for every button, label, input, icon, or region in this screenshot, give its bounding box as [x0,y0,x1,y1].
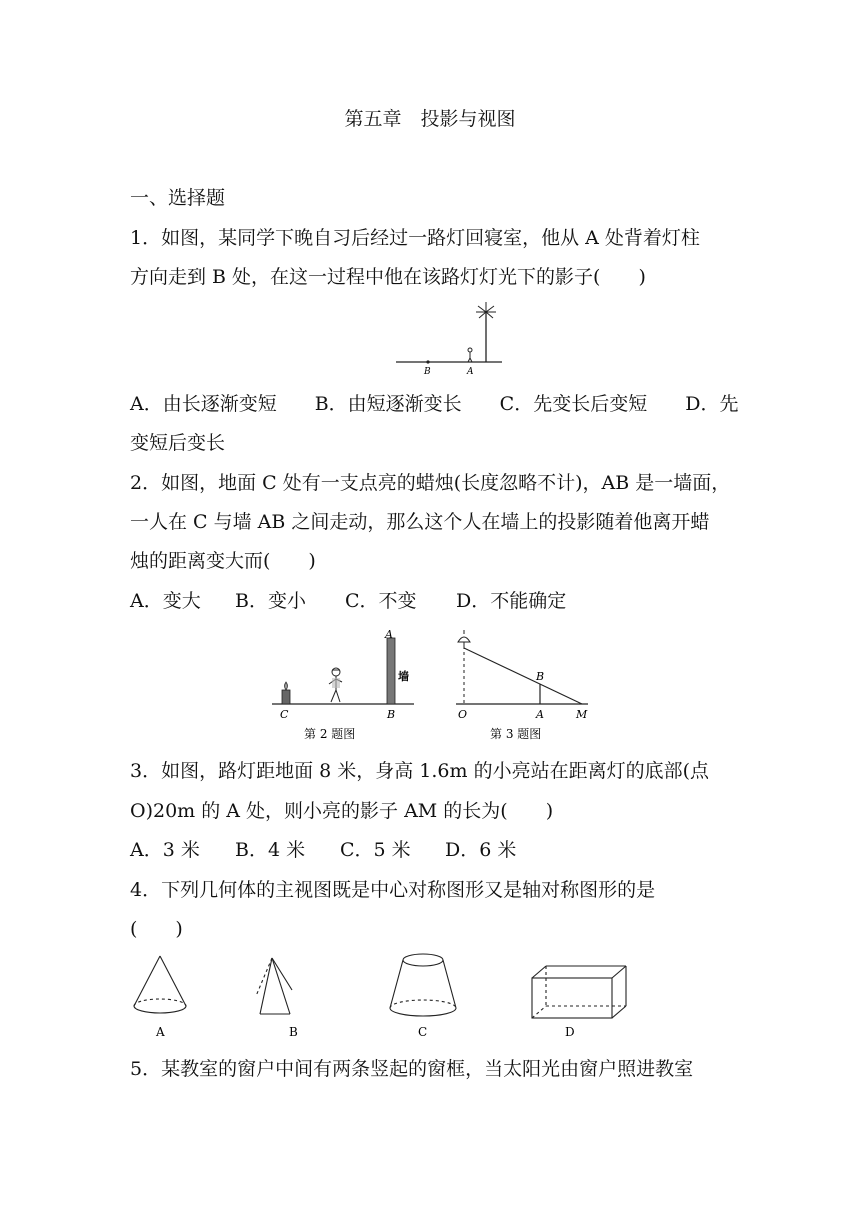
wall-ab [387,638,395,704]
label-a: A [467,367,474,377]
q2-figure [266,624,426,748]
person-icon [468,348,472,362]
label-wall: 墙 [398,670,409,683]
label-a: A [156,1025,165,1039]
fig3-caption: 第 3 题图 [490,727,542,741]
q3-option-d: D．6 米 [445,839,517,861]
label-a: A [536,708,544,721]
person-walking-icon [329,668,342,702]
q4-text-line2: ( ) [130,918,183,940]
cone-shape-a [134,956,186,1013]
q3-option-a: A．3 米 [130,839,200,861]
pyramid-shape-b [256,958,292,1014]
label-d: D [565,1025,575,1039]
q3-options [130,838,516,862]
q3-text-line2: O)20m 的 A 处，则小亮的影子 AM 的长为( ) [130,800,554,822]
q2-text-line2: 一人在 C 与墙 AB 之间走动，那么这个人在墙上的投影随着他离开蜡 [130,511,710,533]
q3-text-line1: 3．如图，路灯距地面 8 米，身高 1.6m 的小亮站在距离灯的底部(点 [130,760,709,782]
q3-figure [446,624,596,748]
q3-option-c: C．5 米 [340,839,411,861]
q4-figures [120,950,650,1046]
q3-option-b: B．4 米 [235,839,306,861]
q1-text-line2: 方向走到 B 处，在这一过程中他在该路灯灯光下的影子( ) [130,266,646,288]
candle-icon [282,682,290,704]
cuboid-shape-d [532,966,626,1018]
fig2-caption: 第 2 题图 [304,727,356,741]
q2-option-c: C．不变 [345,590,417,612]
label-b: B [424,367,431,377]
label-a: A [385,628,393,641]
q2-text-line1: 2．如图，地面 C 处有一支点亮的蜡烛(长度忽略不计)，AB 是一墙面， [130,472,731,494]
light-ray [464,648,582,704]
label-b: B [536,670,545,683]
q2-text-line3: 烛的距离变大而( ) [130,550,316,572]
label-b: B [289,1025,298,1039]
q1-options-line1: A．由长逐渐变短 B．由短逐渐变长 C．先变长后变短 D．先 [130,393,739,415]
q2-option-d: D．不能确定 [456,590,567,612]
label-b: B [387,708,396,721]
q5-text-line1: 5．某教室的窗户中间有两条竖起的窗框，当太阳光由窗户照进教室 [130,1058,694,1080]
label-c: C [280,708,289,721]
q1-options-line2: 变短后变长 [130,432,226,454]
lamp-icon [458,630,470,646]
q2-option-b: B．变小 [235,590,306,612]
q1-text-line1: 1．如图，某同学下晚自习后经过一路灯回寝室，他从 A 处背着灯柱 [130,227,700,249]
label-c: C [418,1025,428,1039]
point-b [426,360,429,363]
label-o: O [458,708,468,721]
section-heading: 一、选择题 [130,187,226,209]
q2-options [130,589,566,613]
frustum-shape-c [390,954,456,1016]
chapter-title: 第五章 投影与视图 [344,108,516,130]
label-m: M [576,708,588,721]
q2-option-a: A．变大 [130,590,201,612]
q4-text-line1: 4．下列几何体的主视图既是中心对称图形又是轴对称图形的是 [130,879,656,901]
q1-figure [390,298,510,378]
